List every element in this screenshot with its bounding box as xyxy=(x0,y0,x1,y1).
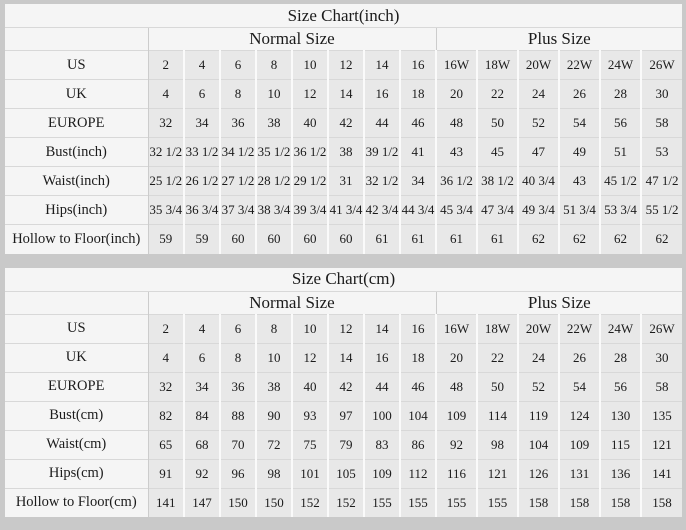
size-cell: 32 1/2 xyxy=(364,167,400,196)
size-cell: 92 xyxy=(436,430,477,459)
size-row-us xyxy=(5,51,682,80)
size-cell: 136 xyxy=(600,459,641,488)
size-cell: 14 xyxy=(328,343,364,372)
size-cell: 14 xyxy=(328,80,364,109)
size-cell: 126 xyxy=(518,459,559,488)
size-cell: 100 xyxy=(364,401,400,430)
size-cell: 62 xyxy=(518,225,559,254)
size-cell: 14 xyxy=(364,51,400,80)
size-cell: 109 xyxy=(559,430,600,459)
size-cell: 150 xyxy=(220,488,256,517)
size-cell: 114 xyxy=(477,401,518,430)
row-label: US xyxy=(5,314,148,343)
size-cell: 32 xyxy=(148,372,184,401)
corner-cell xyxy=(5,291,148,314)
size-cell: 104 xyxy=(518,430,559,459)
size-cell: 24 xyxy=(518,343,559,372)
size-cell: 16W xyxy=(436,51,477,80)
row-label: US xyxy=(5,51,148,80)
corner-cell xyxy=(5,28,148,51)
size-chart-inch-table xyxy=(5,4,682,254)
size-cell: 28 xyxy=(600,80,641,109)
size-row-waist-cm xyxy=(5,430,682,459)
size-cell: 12 xyxy=(292,80,328,109)
size-cell: 38 xyxy=(256,372,292,401)
size-cell: 30 xyxy=(641,80,682,109)
size-cell: 116 xyxy=(436,459,477,488)
size-cell: 16W xyxy=(436,314,477,343)
size-cell: 31 xyxy=(328,167,364,196)
row-label: Waist(inch) xyxy=(5,167,148,196)
size-cell: 26W xyxy=(641,51,682,80)
size-cell: 51 xyxy=(600,138,641,167)
size-cell: 97 xyxy=(328,401,364,430)
size-cell: 26 1/2 xyxy=(184,167,220,196)
size-cell: 62 xyxy=(559,225,600,254)
row-label: Hips(inch) xyxy=(5,196,148,225)
size-cell: 58 xyxy=(641,372,682,401)
size-cell: 54 xyxy=(559,109,600,138)
size-cell: 16 xyxy=(364,343,400,372)
size-cell: 8 xyxy=(256,51,292,80)
size-cell: 109 xyxy=(436,401,477,430)
size-cell: 47 1/2 xyxy=(641,167,682,196)
size-cell: 158 xyxy=(518,488,559,517)
size-cell: 112 xyxy=(400,459,436,488)
size-row-bust-inch xyxy=(5,138,682,167)
size-cell: 8 xyxy=(256,314,292,343)
size-cell: 56 xyxy=(600,372,641,401)
row-label: Hips(cm) xyxy=(5,459,148,488)
size-row-hollow-to-floor-inch xyxy=(5,225,682,254)
size-cell: 48 xyxy=(436,109,477,138)
size-cell: 152 xyxy=(328,488,364,517)
size-cell: 121 xyxy=(477,459,518,488)
size-cell: 8 xyxy=(220,343,256,372)
group-header-plus-size: Plus Size xyxy=(436,28,682,51)
size-row-uk xyxy=(5,80,682,109)
size-group-header-row xyxy=(5,291,682,314)
size-cell: 51 3/4 xyxy=(559,196,600,225)
row-label: Hollow to Floor(inch) xyxy=(5,225,148,254)
size-cell: 119 xyxy=(518,401,559,430)
size-cell: 124 xyxy=(559,401,600,430)
size-cell: 61 xyxy=(364,225,400,254)
size-cell: 46 xyxy=(400,109,436,138)
size-cell: 53 xyxy=(641,138,682,167)
size-cell: 32 1/2 xyxy=(148,138,184,167)
table-title-row xyxy=(5,4,682,28)
size-cell: 50 xyxy=(477,372,518,401)
size-row-uk xyxy=(5,343,682,372)
table-title: Size Chart(cm) xyxy=(5,268,682,292)
size-cell: 41 3/4 xyxy=(328,196,364,225)
size-cell: 42 3/4 xyxy=(364,196,400,225)
table-gap xyxy=(5,254,681,268)
size-cell: 45 xyxy=(477,138,518,167)
size-cell: 155 xyxy=(477,488,518,517)
size-cell: 61 xyxy=(436,225,477,254)
size-cell: 6 xyxy=(220,314,256,343)
size-cell: 101 xyxy=(292,459,328,488)
size-cell: 44 xyxy=(364,109,400,138)
size-cell: 62 xyxy=(600,225,641,254)
row-label: Waist(cm) xyxy=(5,430,148,459)
size-cell: 49 xyxy=(559,138,600,167)
size-cell: 27 1/2 xyxy=(220,167,256,196)
size-cell: 22W xyxy=(559,51,600,80)
size-cell: 22 xyxy=(477,343,518,372)
size-cell: 72 xyxy=(256,430,292,459)
row-label: Bust(cm) xyxy=(5,401,148,430)
table-title-row xyxy=(5,268,682,292)
size-cell: 82 xyxy=(148,401,184,430)
size-cell: 20 xyxy=(436,80,477,109)
size-group-header-row xyxy=(5,28,682,51)
size-cell: 6 xyxy=(184,80,220,109)
size-cell: 36 xyxy=(220,372,256,401)
size-cell: 141 xyxy=(641,459,682,488)
size-cell: 90 xyxy=(256,401,292,430)
size-cell: 158 xyxy=(600,488,641,517)
size-cell: 38 xyxy=(256,109,292,138)
size-cell: 38 3/4 xyxy=(256,196,292,225)
size-cell: 56 xyxy=(600,109,641,138)
size-cell: 44 3/4 xyxy=(400,196,436,225)
size-row-hips-cm xyxy=(5,459,682,488)
size-cell: 4 xyxy=(184,51,220,80)
size-cell: 38 1/2 xyxy=(477,167,518,196)
size-cell: 2 xyxy=(148,51,184,80)
size-cell: 135 xyxy=(641,401,682,430)
size-cell: 20W xyxy=(518,51,559,80)
row-label: UK xyxy=(5,343,148,372)
size-cell: 60 xyxy=(220,225,256,254)
size-cell: 147 xyxy=(184,488,220,517)
size-cell: 130 xyxy=(600,401,641,430)
size-cell: 121 xyxy=(641,430,682,459)
size-cell: 52 xyxy=(518,372,559,401)
size-cell: 4 xyxy=(148,343,184,372)
size-cell: 70 xyxy=(220,430,256,459)
size-cell: 44 xyxy=(364,372,400,401)
size-cell: 16 xyxy=(400,314,436,343)
size-cell: 18W xyxy=(477,51,518,80)
size-cell: 115 xyxy=(600,430,641,459)
size-cell: 61 xyxy=(400,225,436,254)
size-cell: 36 xyxy=(220,109,256,138)
size-cell: 10 xyxy=(292,314,328,343)
size-row-us xyxy=(5,314,682,343)
group-header-normal-size: Normal Size xyxy=(148,291,436,314)
size-cell: 24W xyxy=(600,314,641,343)
size-cell: 46 xyxy=(400,372,436,401)
size-cell: 25 1/2 xyxy=(148,167,184,196)
row-label: Hollow to Floor(cm) xyxy=(5,488,148,517)
size-cell: 49 3/4 xyxy=(518,196,559,225)
size-cell: 83 xyxy=(364,430,400,459)
size-cell: 12 xyxy=(328,314,364,343)
size-cell: 40 3/4 xyxy=(518,167,559,196)
size-cell: 152 xyxy=(292,488,328,517)
size-cell: 53 3/4 xyxy=(600,196,641,225)
size-row-europe xyxy=(5,372,682,401)
size-cell: 62 xyxy=(641,225,682,254)
size-cell: 91 xyxy=(148,459,184,488)
size-cell: 4 xyxy=(148,80,184,109)
size-cell: 37 3/4 xyxy=(220,196,256,225)
size-cell: 45 1/2 xyxy=(600,167,641,196)
row-label: UK xyxy=(5,80,148,109)
size-cell: 22W xyxy=(559,314,600,343)
size-cell: 158 xyxy=(559,488,600,517)
size-cell: 55 1/2 xyxy=(641,196,682,225)
size-cell: 131 xyxy=(559,459,600,488)
size-cell: 59 xyxy=(184,225,220,254)
size-cell: 98 xyxy=(256,459,292,488)
size-row-europe xyxy=(5,109,682,138)
size-cell: 28 xyxy=(600,343,641,372)
size-cell: 16 xyxy=(400,51,436,80)
size-cell: 26 xyxy=(559,343,600,372)
size-cell: 34 1/2 xyxy=(220,138,256,167)
size-cell: 86 xyxy=(400,430,436,459)
size-cell: 54 xyxy=(559,372,600,401)
size-cell: 39 3/4 xyxy=(292,196,328,225)
size-cell: 34 xyxy=(400,167,436,196)
size-cell: 43 xyxy=(436,138,477,167)
size-cell: 52 xyxy=(518,109,559,138)
size-cell: 20W xyxy=(518,314,559,343)
size-cell: 10 xyxy=(256,343,292,372)
size-cell: 40 xyxy=(292,109,328,138)
size-cell: 45 3/4 xyxy=(436,196,477,225)
size-cell: 6 xyxy=(184,343,220,372)
size-cell: 43 xyxy=(559,167,600,196)
size-row-hollow-to-floor-cm xyxy=(5,488,682,517)
size-cell: 28 1/2 xyxy=(256,167,292,196)
size-cell: 75 xyxy=(292,430,328,459)
size-cell: 50 xyxy=(477,109,518,138)
row-label: Bust(inch) xyxy=(5,138,148,167)
size-cell: 20 xyxy=(436,343,477,372)
size-cell: 61 xyxy=(477,225,518,254)
size-cell: 155 xyxy=(364,488,400,517)
size-cell: 109 xyxy=(364,459,400,488)
size-cell: 155 xyxy=(436,488,477,517)
size-cell: 42 xyxy=(328,372,364,401)
size-cell: 10 xyxy=(292,51,328,80)
size-cell: 35 1/2 xyxy=(256,138,292,167)
group-header-normal-size: Normal Size xyxy=(148,28,436,51)
size-cell: 18W xyxy=(477,314,518,343)
size-cell: 79 xyxy=(328,430,364,459)
size-cell: 141 xyxy=(148,488,184,517)
group-header-plus-size: Plus Size xyxy=(436,291,682,314)
size-cell: 34 xyxy=(184,109,220,138)
size-row-bust-cm xyxy=(5,401,682,430)
size-chart-cm-table xyxy=(5,268,682,518)
size-cell: 34 xyxy=(184,372,220,401)
size-cell: 24W xyxy=(600,51,641,80)
size-cell: 84 xyxy=(184,401,220,430)
size-cell: 93 xyxy=(292,401,328,430)
size-cell: 12 xyxy=(292,343,328,372)
size-cell: 30 xyxy=(641,343,682,372)
size-cell: 60 xyxy=(292,225,328,254)
size-cell: 12 xyxy=(328,51,364,80)
size-cell: 8 xyxy=(220,80,256,109)
size-cell: 96 xyxy=(220,459,256,488)
size-cell: 4 xyxy=(184,314,220,343)
size-cell: 98 xyxy=(477,430,518,459)
size-cell: 59 xyxy=(148,225,184,254)
size-cell: 48 xyxy=(436,372,477,401)
size-cell: 47 xyxy=(518,138,559,167)
size-cell: 47 3/4 xyxy=(477,196,518,225)
size-cell: 105 xyxy=(328,459,364,488)
size-cell: 104 xyxy=(400,401,436,430)
size-cell: 26 xyxy=(559,80,600,109)
size-cell: 10 xyxy=(256,80,292,109)
size-cell: 38 xyxy=(328,138,364,167)
size-cell: 36 1/2 xyxy=(292,138,328,167)
size-cell: 26W xyxy=(641,314,682,343)
size-row-hips-inch xyxy=(5,196,682,225)
size-cell: 92 xyxy=(184,459,220,488)
size-cell: 155 xyxy=(400,488,436,517)
size-cell: 60 xyxy=(328,225,364,254)
size-cell: 22 xyxy=(477,80,518,109)
size-cell: 18 xyxy=(400,343,436,372)
size-cell: 35 3/4 xyxy=(148,196,184,225)
size-cell: 39 1/2 xyxy=(364,138,400,167)
size-cell: 33 1/2 xyxy=(184,138,220,167)
size-cell: 41 xyxy=(400,138,436,167)
size-cell: 58 xyxy=(641,109,682,138)
size-cell: 24 xyxy=(518,80,559,109)
size-cell: 32 xyxy=(148,109,184,138)
size-cell: 2 xyxy=(148,314,184,343)
row-label: EUROPE xyxy=(5,372,148,401)
size-cell: 88 xyxy=(220,401,256,430)
size-cell: 36 1/2 xyxy=(436,167,477,196)
size-cell: 68 xyxy=(184,430,220,459)
row-label: EUROPE xyxy=(5,109,148,138)
table-title: Size Chart(inch) xyxy=(5,4,682,28)
size-cell: 36 3/4 xyxy=(184,196,220,225)
size-cell: 16 xyxy=(364,80,400,109)
size-cell: 158 xyxy=(641,488,682,517)
size-cell: 150 xyxy=(256,488,292,517)
size-cell: 42 xyxy=(328,109,364,138)
size-cell: 60 xyxy=(256,225,292,254)
size-cell: 40 xyxy=(292,372,328,401)
size-cell: 14 xyxy=(364,314,400,343)
size-cell: 29 1/2 xyxy=(292,167,328,196)
size-cell: 65 xyxy=(148,430,184,459)
size-row-waist-inch xyxy=(5,167,682,196)
size-cell: 18 xyxy=(400,80,436,109)
size-cell: 6 xyxy=(220,51,256,80)
